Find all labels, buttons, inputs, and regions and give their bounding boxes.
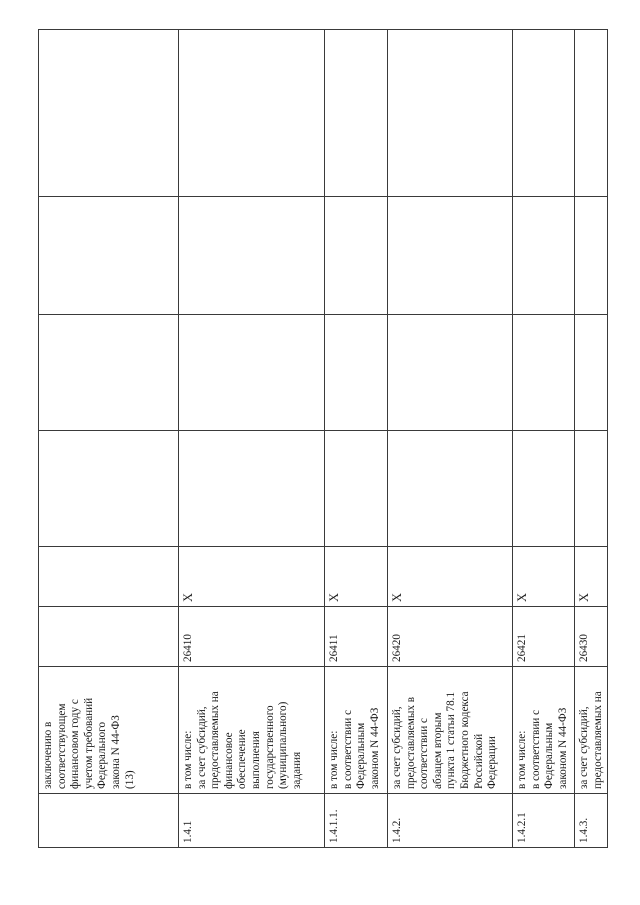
empty-amount-cell [575, 315, 608, 431]
subsidy-table [38, 29, 608, 848]
description-line: государственного [263, 705, 276, 789]
empty-amount-cell [513, 431, 575, 547]
empty-amount-cell [388, 315, 513, 431]
description-line: Федерального [96, 721, 109, 789]
empty-amount-cell [39, 315, 179, 431]
empty-amount-cell [325, 431, 388, 547]
description-line: предоставляемых на [209, 691, 222, 789]
empty-amount-cell [575, 30, 608, 197]
empty-amount-cell [325, 30, 388, 197]
row-mark-cell: X [575, 547, 608, 607]
description-line: Федеральным [543, 722, 556, 789]
description-line: абзацем вторым [431, 712, 444, 789]
row-mark-cell [39, 547, 179, 607]
row-number-cell [39, 794, 179, 848]
description-line: финансовое [222, 732, 235, 789]
description-line: пункта 1 статьи 78.1 [445, 691, 458, 789]
rotated-table-frame [38, 30, 604, 848]
row-number-cell: 1.4.2. [388, 794, 513, 848]
description-line: в том числе: [182, 730, 194, 789]
row-description-cell [39, 667, 179, 794]
description-line: финансовом году с [69, 699, 82, 789]
empty-amount-cell [575, 197, 608, 315]
row-code-cell: 26411 [325, 607, 388, 667]
row-code-cell: 26420 [388, 607, 513, 667]
empty-amount-cell [388, 30, 513, 197]
description-line: задания [290, 751, 303, 789]
table-row [575, 30, 608, 848]
description-line: законом N 44-ФЗ [556, 707, 569, 789]
description-line: в соответствии с [529, 709, 542, 789]
row-description-cell [575, 667, 608, 794]
description-line: соответствии с [418, 718, 431, 789]
empty-amount-cell [513, 315, 575, 431]
row-description-cell [513, 667, 575, 794]
row-number-cell: 1.4.3. [575, 794, 608, 848]
description-line: за счет субсидий, [578, 706, 590, 789]
empty-amount-cell [179, 431, 325, 547]
row-mark-cell: X [325, 547, 388, 607]
empty-amount-cell [39, 431, 179, 547]
description-line: обеспечение [236, 729, 249, 789]
table-row [513, 30, 575, 848]
description-line: Российской [472, 733, 485, 789]
row-code-cell: 26421 [513, 607, 575, 667]
description-line: закона N 44-ФЗ [109, 715, 122, 789]
empty-amount-cell [179, 197, 325, 315]
description-line: учетом требований [82, 697, 95, 789]
row-code-cell [39, 607, 179, 667]
empty-amount-cell [388, 197, 513, 315]
description-line: Бюджетного кодекса [458, 691, 471, 789]
row-description-cell [388, 667, 513, 794]
description-line: предоставляемых на [591, 691, 604, 789]
empty-amount-cell [325, 315, 388, 431]
description-line: соответствующем [55, 703, 68, 789]
row-mark-cell: X [179, 547, 325, 607]
table-row [39, 30, 179, 848]
description-line: Федеральным [355, 722, 368, 789]
empty-amount-cell [325, 197, 388, 315]
empty-amount-cell [388, 431, 513, 547]
table-row [325, 30, 388, 848]
row-description-cell [325, 667, 388, 794]
empty-amount-cell [39, 197, 179, 315]
table-body [39, 30, 608, 848]
description-line: (13) [123, 770, 136, 789]
description-line: за счет субсидий, [195, 706, 208, 789]
row-description-cell [179, 667, 325, 794]
description-line: в соответствии с [341, 709, 354, 789]
description-line: выполнения [249, 731, 262, 789]
description-line: в том числе: [516, 730, 528, 789]
empty-amount-cell [513, 30, 575, 197]
empty-amount-cell [179, 315, 325, 431]
description-line: предоставляемых в [404, 696, 417, 789]
empty-amount-cell [39, 30, 179, 197]
row-number-cell: 1.4.1.1. [325, 794, 388, 848]
row-code-cell: 26430 [575, 607, 608, 667]
description-line: Федерации [486, 736, 499, 789]
row-number-cell: 1.4.1 [179, 794, 325, 848]
table-row [388, 30, 513, 848]
empty-amount-cell [179, 30, 325, 197]
row-code-cell: 26410 [179, 607, 325, 667]
description-line: за счет субсидий, [391, 706, 403, 789]
description-line: в том числе: [328, 730, 340, 789]
description-line: заключению в [42, 721, 54, 789]
row-mark-cell: X [388, 547, 513, 607]
empty-amount-cell [575, 431, 608, 547]
description-line: законом N 44-ФЗ [368, 707, 381, 789]
row-mark-cell: X [513, 547, 575, 607]
row-number-cell: 1.4.2.1 [513, 794, 575, 848]
empty-amount-cell [513, 197, 575, 315]
description-line: (муниципального) [277, 701, 290, 789]
table-row [179, 30, 325, 848]
